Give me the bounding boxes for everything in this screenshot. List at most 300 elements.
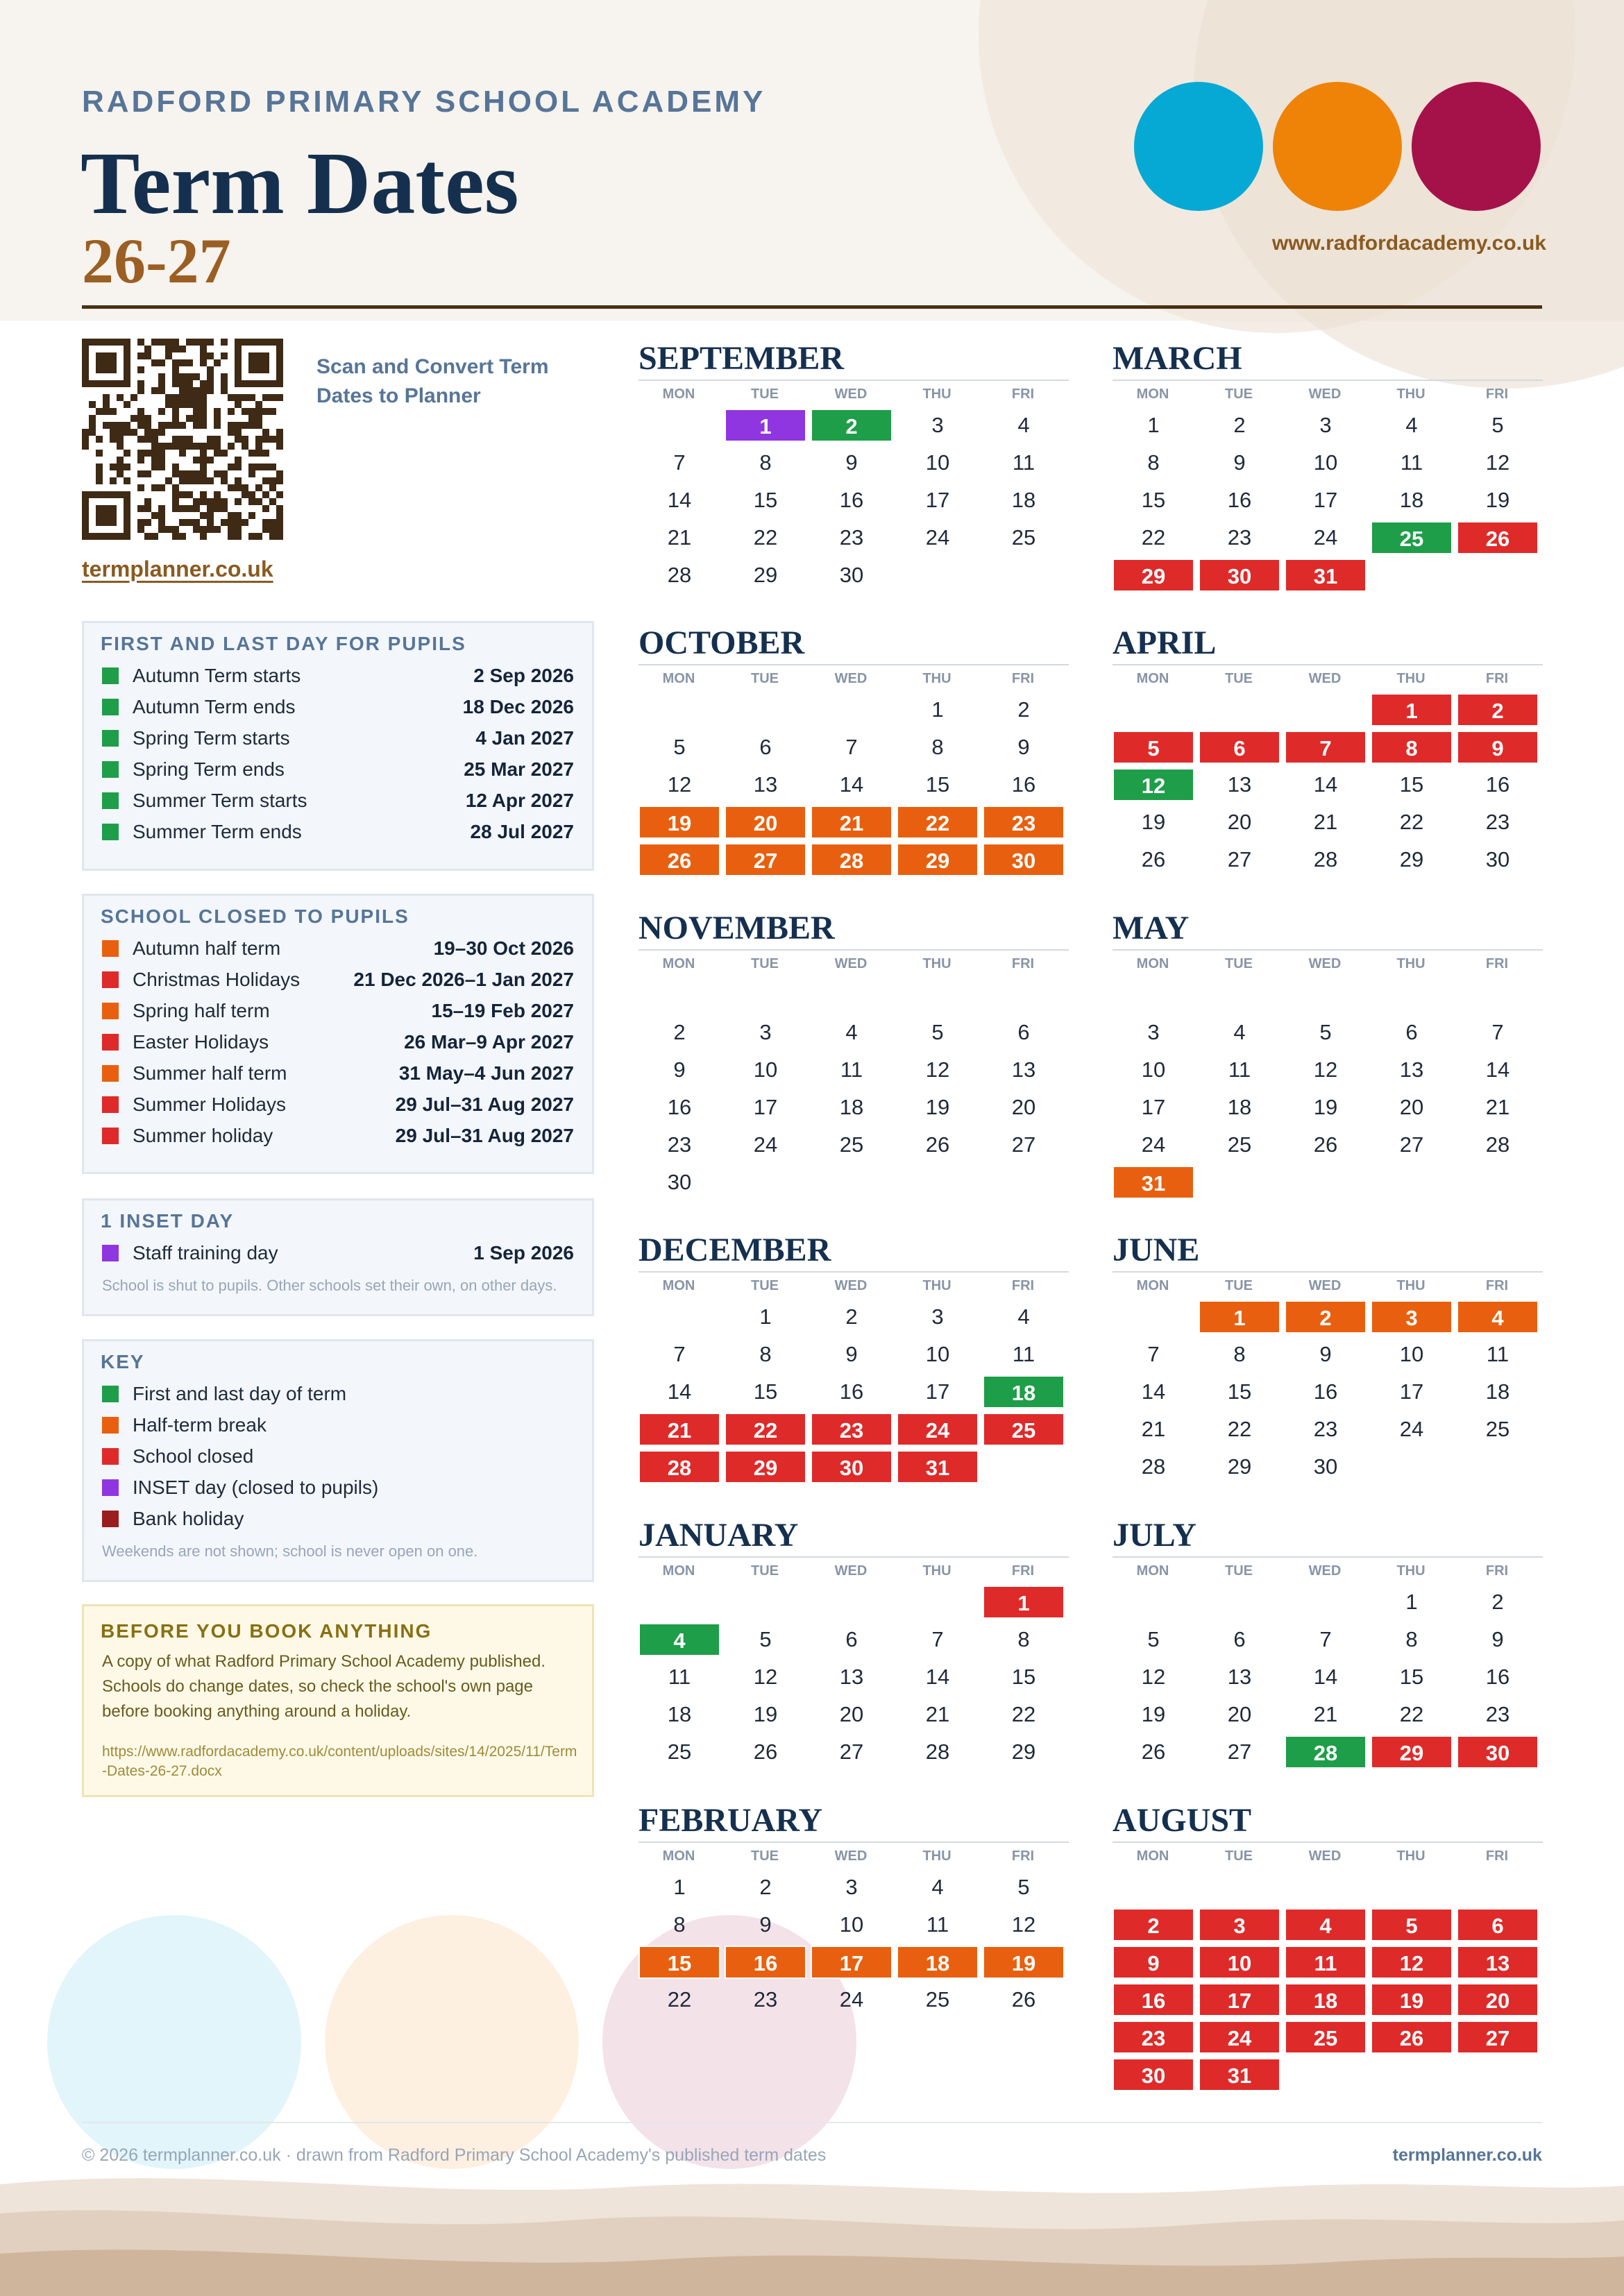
legend-row <box>102 818 574 846</box>
weekday-header: TUE <box>1225 671 1253 686</box>
weekday-header: WED <box>1308 1563 1342 1579</box>
month-name: OCTOBER <box>638 624 805 661</box>
day-cell: 12 <box>925 1057 950 1082</box>
termplanner-link[interactable]: termplanner.co.uk <box>82 556 273 581</box>
legend-row <box>102 693 574 721</box>
color-swatch <box>102 1479 119 1496</box>
day-cell: 27 <box>725 843 806 876</box>
day-cell: 21 <box>1313 1702 1338 1726</box>
day-cell: 20 <box>1399 1095 1424 1119</box>
day-cell: 17 <box>811 1946 893 1979</box>
day-cell: 22 <box>725 1413 806 1446</box>
weekday-header: THU <box>922 386 951 402</box>
day-cell: 4 <box>1405 413 1418 437</box>
weekday-header: TUE <box>1225 1848 1253 1864</box>
month-name: FEBRUARY <box>638 1802 822 1839</box>
day-cell: 8 <box>1017 1627 1030 1651</box>
month-name: AUGUST <box>1113 1802 1252 1839</box>
day-cell: 13 <box>753 772 778 797</box>
legend-label: INSET day (closed to pupils) <box>133 1477 379 1498</box>
day-cell: 3 <box>931 413 944 437</box>
color-swatch <box>102 1448 119 1465</box>
legend-label: First and last day of term <box>133 1383 347 1404</box>
weekday-header: FRI <box>1011 1563 1035 1579</box>
day-cell: 22 <box>1011 1702 1036 1726</box>
legend-label: Bank holiday <box>133 1508 244 1529</box>
weekday-header: FRI <box>1011 1278 1035 1293</box>
day-cell: 23 <box>1313 1417 1338 1441</box>
day-cell: 3 <box>1319 413 1332 437</box>
day-cell: 8 <box>1233 1342 1246 1366</box>
source-url[interactable]: https://www.radfordacademy.co.uk/content/uploads/sites/14/2025/11/Term-Dates-26-27.docx <box>102 1744 577 1779</box>
day-cell: 4 <box>1457 1300 1539 1334</box>
day-cell: 2 <box>845 1304 858 1329</box>
legend-label: Spring Term starts <box>133 727 290 749</box>
day-cell: 25 <box>925 1987 950 2012</box>
day-cell: 6 <box>759 735 772 759</box>
legend-date: 15–19 Feb 2027 <box>431 1000 574 1021</box>
day-cell: 2 <box>1491 1590 1504 1614</box>
day-cell: 27 <box>1399 1132 1424 1157</box>
weekday-header: FRI <box>1485 1563 1509 1579</box>
day-cell: 19 <box>1141 810 1166 834</box>
day-cell: 7 <box>1285 731 1367 764</box>
weekday-header: TUE <box>1225 386 1253 402</box>
qr-code[interactable] <box>82 339 283 540</box>
color-swatch <box>102 1245 119 1261</box>
legend-label: Staff training day <box>133 1242 278 1264</box>
day-cell: 2 <box>1285 1300 1367 1334</box>
legend-label: Summer half term <box>133 1062 287 1084</box>
day-cell: 11 <box>840 1057 863 1082</box>
day-cell: 23 <box>1113 2021 1194 2054</box>
day-cell: 5 <box>1113 731 1194 764</box>
legend-row <box>102 1474 574 1502</box>
day-cell: 4 <box>845 1020 858 1044</box>
day-cell: 21 <box>1313 810 1338 834</box>
day-cell: 23 <box>753 1987 778 2012</box>
day-cell: 27 <box>1011 1132 1036 1157</box>
weekday-header: MON <box>662 386 695 402</box>
month-january <box>638 1517 1069 1764</box>
color-swatch <box>102 1034 119 1051</box>
color-swatch <box>102 792 119 809</box>
day-cell: 7 <box>1319 1627 1332 1651</box>
month-rule <box>638 664 1069 665</box>
legend-label: Summer Term ends <box>133 821 302 842</box>
day-cell: 1 <box>673 1875 686 1899</box>
day-cell: 30 <box>1113 2058 1194 2091</box>
day-cell: 17 <box>1141 1095 1166 1119</box>
day-cell: 15 <box>753 1379 778 1404</box>
day-cell: 18 <box>897 1946 979 1979</box>
weekday-header: TUE <box>751 1563 779 1579</box>
day-cell: 14 <box>925 1665 950 1689</box>
day-cell: 19 <box>1371 1983 1453 2016</box>
day-cell: 28 <box>667 563 692 587</box>
day-cell: 23 <box>1485 1702 1510 1726</box>
day-cell: 18 <box>1485 1379 1510 1404</box>
day-cell: 26 <box>1313 1132 1338 1157</box>
weekday-header: THU <box>1396 671 1426 686</box>
month-rule <box>1113 1556 1543 1558</box>
day-cell: 6 <box>1233 1627 1246 1651</box>
day-cell: 16 <box>725 1946 806 1979</box>
day-cell: 15 <box>1227 1379 1252 1404</box>
legend-row <box>102 1411 574 1439</box>
day-cell: 4 <box>1017 1304 1030 1329</box>
day-cell: 1 <box>725 409 806 442</box>
day-cell: 4 <box>1233 1020 1246 1044</box>
day-cell: 18 <box>1399 488 1424 512</box>
day-cell: 26 <box>1457 521 1539 554</box>
weekday-header: WED <box>1308 671 1342 686</box>
panel-title: KEY <box>101 1351 145 1372</box>
color-swatch <box>102 940 119 957</box>
day-cell: 15 <box>753 488 778 512</box>
legend-date: 4 Jan 2027 <box>475 727 574 749</box>
day-cell: 28 <box>1141 1454 1166 1479</box>
legend-label: Autumn half term <box>133 937 281 959</box>
day-cell: 31 <box>1285 559 1367 592</box>
day-cell: 29 <box>897 843 979 876</box>
day-cell: 30 <box>811 1450 893 1483</box>
footer-link[interactable]: termplanner.co.uk <box>1392 2145 1542 2165</box>
day-cell: 5 <box>759 1627 772 1651</box>
legend-label: Autumn Term starts <box>133 665 301 686</box>
day-cell: 25 <box>1285 2021 1367 2054</box>
weekday-header: THU <box>922 1563 951 1579</box>
month-rule <box>1113 1842 1543 1843</box>
weekday-header: FRI <box>1485 671 1509 686</box>
brand-circle-crimson <box>1412 82 1541 211</box>
weekday-header: FRI <box>1485 1278 1509 1293</box>
day-cell: 16 <box>1485 1665 1510 1689</box>
day-cell: 16 <box>1485 772 1510 797</box>
day-cell: 23 <box>811 1413 893 1446</box>
legend-date: 1 Sep 2026 <box>473 1242 574 1264</box>
legend-date: 19–30 Oct 2026 <box>433 937 574 959</box>
day-cell: 27 <box>1227 1740 1252 1764</box>
day-cell: 9 <box>1491 1627 1504 1651</box>
legend-row <box>102 1091 574 1119</box>
weekday-header: MON <box>662 1563 695 1579</box>
month-name: APRIL <box>1113 624 1217 661</box>
weekday-header: MON <box>1136 1278 1169 1293</box>
color-swatch <box>102 824 119 840</box>
weekday-header: TUE <box>751 1848 779 1864</box>
day-cell: 6 <box>1017 1020 1030 1044</box>
month-name: JUNE <box>1113 1232 1200 1268</box>
day-cell: 16 <box>1011 772 1036 797</box>
day-cell: 8 <box>1147 450 1160 475</box>
day-cell: 15 <box>1399 772 1424 797</box>
day-cell: 2 <box>1233 413 1246 437</box>
day-cell: 3 <box>1371 1300 1453 1334</box>
day-cell: 31 <box>1113 1166 1194 1199</box>
day-cell: 16 <box>1313 1379 1338 1404</box>
footer-rule <box>82 2122 1542 2123</box>
legend-row <box>102 966 574 994</box>
day-cell: 20 <box>1227 1702 1252 1726</box>
weekday-header: FRI <box>1011 386 1035 402</box>
day-cell: 7 <box>1491 1020 1504 1044</box>
day-cell: 4 <box>1017 413 1030 437</box>
day-cell: 16 <box>839 1379 864 1404</box>
day-cell: 3 <box>1199 1908 1280 1941</box>
day-cell: 23 <box>667 1132 692 1157</box>
weekday-header: WED <box>1308 956 1342 971</box>
header-rule <box>82 305 1542 309</box>
booking-warning-panel <box>82 1604 594 1797</box>
day-cell: 7 <box>845 735 858 759</box>
weekday-header: THU <box>1396 386 1426 402</box>
legend-label: Summer Holidays <box>133 1094 286 1115</box>
day-cell: 25 <box>1485 1417 1510 1441</box>
month-rule <box>638 1842 1069 1843</box>
weekday-header: WED <box>834 671 868 686</box>
day-cell: 2 <box>1017 697 1030 722</box>
weekday-header: WED <box>834 1848 868 1864</box>
day-cell: 21 <box>638 1413 720 1446</box>
day-cell: 29 <box>753 563 778 587</box>
month-rule <box>638 380 1069 381</box>
color-swatch <box>102 730 119 747</box>
color-swatch <box>102 667 119 684</box>
day-cell: 12 <box>1485 450 1510 475</box>
day-cell: 24 <box>1141 1132 1166 1157</box>
month-name: DECEMBER <box>638 1232 831 1268</box>
weekday-header: TUE <box>1225 1278 1253 1293</box>
day-cell: 30 <box>983 843 1065 876</box>
day-cell: 21 <box>925 1702 950 1726</box>
day-cell: 6 <box>1199 731 1280 764</box>
day-cell: 12 <box>667 772 692 797</box>
day-cell: 15 <box>925 772 950 797</box>
key-note: Weekends are not shown; school is never open on one. <box>102 1542 478 1560</box>
day-cell: 19 <box>925 1095 950 1119</box>
legend-date: 29 Jul–31 Aug 2027 <box>395 1094 574 1115</box>
day-cell: 17 <box>925 488 950 512</box>
month-october <box>638 624 1069 873</box>
day-cell: 1 <box>1199 1300 1280 1334</box>
day-cell: 31 <box>897 1450 979 1483</box>
color-swatch <box>102 699 119 715</box>
color-swatch <box>102 1128 119 1144</box>
day-cell: 25 <box>1227 1132 1252 1157</box>
weekday-header: MON <box>662 671 695 686</box>
day-cell: 16 <box>1113 1983 1194 2016</box>
day-cell: 10 <box>753 1057 778 1082</box>
legend-date: 12 Apr 2027 <box>465 790 574 811</box>
weekday-header: WED <box>834 1563 868 1579</box>
warning-body: A copy of what Radford Primary School Academy published. Schools do change dates, so check the school's own page before booking anything around a holiday. <box>102 1652 545 1721</box>
day-cell: 11 <box>668 1665 691 1689</box>
day-cell: 16 <box>667 1095 692 1119</box>
legend-date: 28 Jul 2027 <box>470 821 574 842</box>
weekday-header: FRI <box>1485 1848 1509 1864</box>
color-swatch <box>102 971 119 988</box>
weekday-header: WED <box>834 956 868 971</box>
website-link[interactable]: www.radfordacademy.co.uk <box>1271 232 1546 255</box>
day-cell: 4 <box>638 1623 720 1656</box>
weekday-header: MON <box>662 956 695 971</box>
weekday-header: FRI <box>1011 956 1035 971</box>
weekday-header: WED <box>834 1278 868 1293</box>
legend-label: Christmas Holidays <box>133 969 301 990</box>
day-cell: 13 <box>1227 772 1252 797</box>
brand-circle-blue <box>1134 82 1263 211</box>
weekday-header: THU <box>1396 1563 1426 1579</box>
day-cell: 26 <box>753 1740 778 1764</box>
day-cell: 24 <box>839 1987 864 2012</box>
legend-date: 18 Dec 2026 <box>462 696 574 717</box>
panel-title: FIRST AND LAST DAY FOR PUPILS <box>101 633 466 654</box>
legend-row <box>102 1060 574 1087</box>
footer-credit: © 2026 termplanner.co.uk · drawn from Radford Primary School Academy's published term dates <box>82 2145 827 2165</box>
legend-label: Half-term break <box>133 1414 267 1436</box>
month-march <box>1113 340 1543 588</box>
legend-row <box>102 787 574 815</box>
weekday-header: MON <box>1136 671 1169 686</box>
legend-label: Easter Holidays <box>133 1031 269 1053</box>
day-cell: 6 <box>1405 1020 1418 1044</box>
day-cell: 17 <box>1199 1983 1280 2016</box>
day-cell: 24 <box>1399 1417 1424 1441</box>
color-swatch <box>102 1003 119 1019</box>
day-cell: 5 <box>931 1020 944 1044</box>
day-cell: 11 <box>926 1912 949 1937</box>
day-cell: 1 <box>1147 413 1160 437</box>
day-cell: 8 <box>1371 731 1453 764</box>
day-cell: 21 <box>811 806 893 839</box>
day-cell: 18 <box>1227 1095 1252 1119</box>
day-cell: 2 <box>811 409 893 442</box>
day-cell: 4 <box>1285 1908 1367 1941</box>
weekday-header: FRI <box>1485 386 1509 402</box>
color-swatch <box>102 1065 119 1082</box>
day-cell: 26 <box>1141 847 1166 871</box>
weekday-header: THU <box>922 956 951 971</box>
month-name: JANUARY <box>638 1517 799 1554</box>
day-cell: 14 <box>1141 1379 1166 1404</box>
warning-title: BEFORE YOU BOOK ANYTHING <box>101 1620 432 1642</box>
color-swatch <box>102 1417 119 1434</box>
key-panel <box>82 1339 594 1582</box>
day-cell: 20 <box>839 1702 864 1726</box>
legend-row <box>102 1443 574 1470</box>
day-cell: 25 <box>667 1740 692 1764</box>
legend-date: 21 Dec 2026–1 Jan 2027 <box>353 969 574 990</box>
month-december <box>638 1232 1069 1480</box>
legend-date: 2 Sep 2026 <box>473 665 574 686</box>
day-cell: 18 <box>1285 1983 1367 2016</box>
day-cell: 9 <box>759 1912 772 1937</box>
day-cell: 26 <box>1141 1740 1166 1764</box>
day-cell: 22 <box>667 1987 692 2012</box>
day-cell: 14 <box>667 488 692 512</box>
weekday-header: MON <box>1136 1563 1169 1579</box>
legend-row <box>102 997 574 1025</box>
day-cell: 14 <box>839 772 864 797</box>
weekday-header: FRI <box>1011 671 1035 686</box>
weekday-header: THU <box>922 1848 951 1864</box>
month-april <box>1113 624 1543 871</box>
weekday-header: MON <box>1136 1848 1169 1864</box>
weekday-header: MON <box>662 1278 695 1293</box>
month-may <box>1113 910 1543 1196</box>
day-cell: 29 <box>1399 847 1424 871</box>
day-cell: 13 <box>1227 1665 1252 1689</box>
day-cell: 9 <box>1233 450 1246 475</box>
day-cell: 15 <box>1141 488 1166 512</box>
day-cell: 29 <box>1371 1735 1453 1769</box>
day-cell: 7 <box>673 1342 686 1366</box>
weekday-header: TUE <box>1225 956 1253 971</box>
day-cell: 25 <box>839 1132 864 1157</box>
day-cell: 6 <box>1457 1908 1539 1941</box>
page-subtitle: 26-27 <box>82 226 231 296</box>
decorative-circle <box>47 1915 301 2169</box>
day-cell: 12 <box>1313 1057 1338 1082</box>
day-cell: 12 <box>1011 1912 1036 1937</box>
color-swatch <box>102 1386 119 1402</box>
day-cell: 11 <box>1285 1946 1367 1979</box>
day-cell: 29 <box>1113 559 1194 592</box>
day-cell: 10 <box>1399 1342 1424 1366</box>
day-cell: 13 <box>1457 1946 1539 1979</box>
day-cell: 11 <box>1400 450 1423 475</box>
day-cell: 11 <box>1486 1342 1509 1366</box>
month-rule <box>1113 949 1543 951</box>
day-cell: 28 <box>1485 1132 1510 1157</box>
panel-title: SCHOOL CLOSED TO PUPILS <box>101 905 409 927</box>
day-cell: 24 <box>753 1132 778 1157</box>
color-swatch <box>102 761 119 778</box>
day-cell: 8 <box>759 450 772 475</box>
inset-note: School is shut to pupils. Other schools set their own, on other days. <box>102 1277 557 1294</box>
day-cell: 6 <box>845 1627 858 1651</box>
day-cell: 5 <box>673 735 686 759</box>
day-cell: 5 <box>1491 413 1504 437</box>
day-cell: 30 <box>667 1170 692 1194</box>
day-cell: 10 <box>1313 450 1338 475</box>
weekday-header: MON <box>1136 956 1169 971</box>
legend-label: Summer holiday <box>133 1125 273 1146</box>
day-cell: 20 <box>1011 1095 1036 1119</box>
legend-label: Spring Term ends <box>133 758 285 780</box>
day-cell: 5 <box>1319 1020 1332 1044</box>
day-cell: 17 <box>925 1379 950 1404</box>
day-cell: 27 <box>1227 847 1252 871</box>
day-cell: 8 <box>759 1342 772 1366</box>
decorative-circle <box>325 1915 579 2169</box>
day-cell: 2 <box>1457 693 1539 726</box>
day-cell: 2 <box>673 1020 686 1044</box>
legend-date: 26 Mar–9 Apr 2027 <box>404 1031 574 1053</box>
day-cell: 10 <box>1199 1946 1280 1979</box>
day-cell: 10 <box>925 450 950 475</box>
day-cell: 23 <box>1227 525 1252 550</box>
weekday-header: TUE <box>751 956 779 971</box>
day-cell: 3 <box>845 1875 858 1899</box>
legend-label: Autumn Term ends <box>133 696 296 717</box>
day-cell: 18 <box>983 1375 1065 1409</box>
day-cell: 9 <box>845 450 858 475</box>
day-cell: 13 <box>1011 1057 1036 1082</box>
day-cell: 8 <box>673 1912 686 1937</box>
day-cell: 30 <box>1199 559 1280 592</box>
